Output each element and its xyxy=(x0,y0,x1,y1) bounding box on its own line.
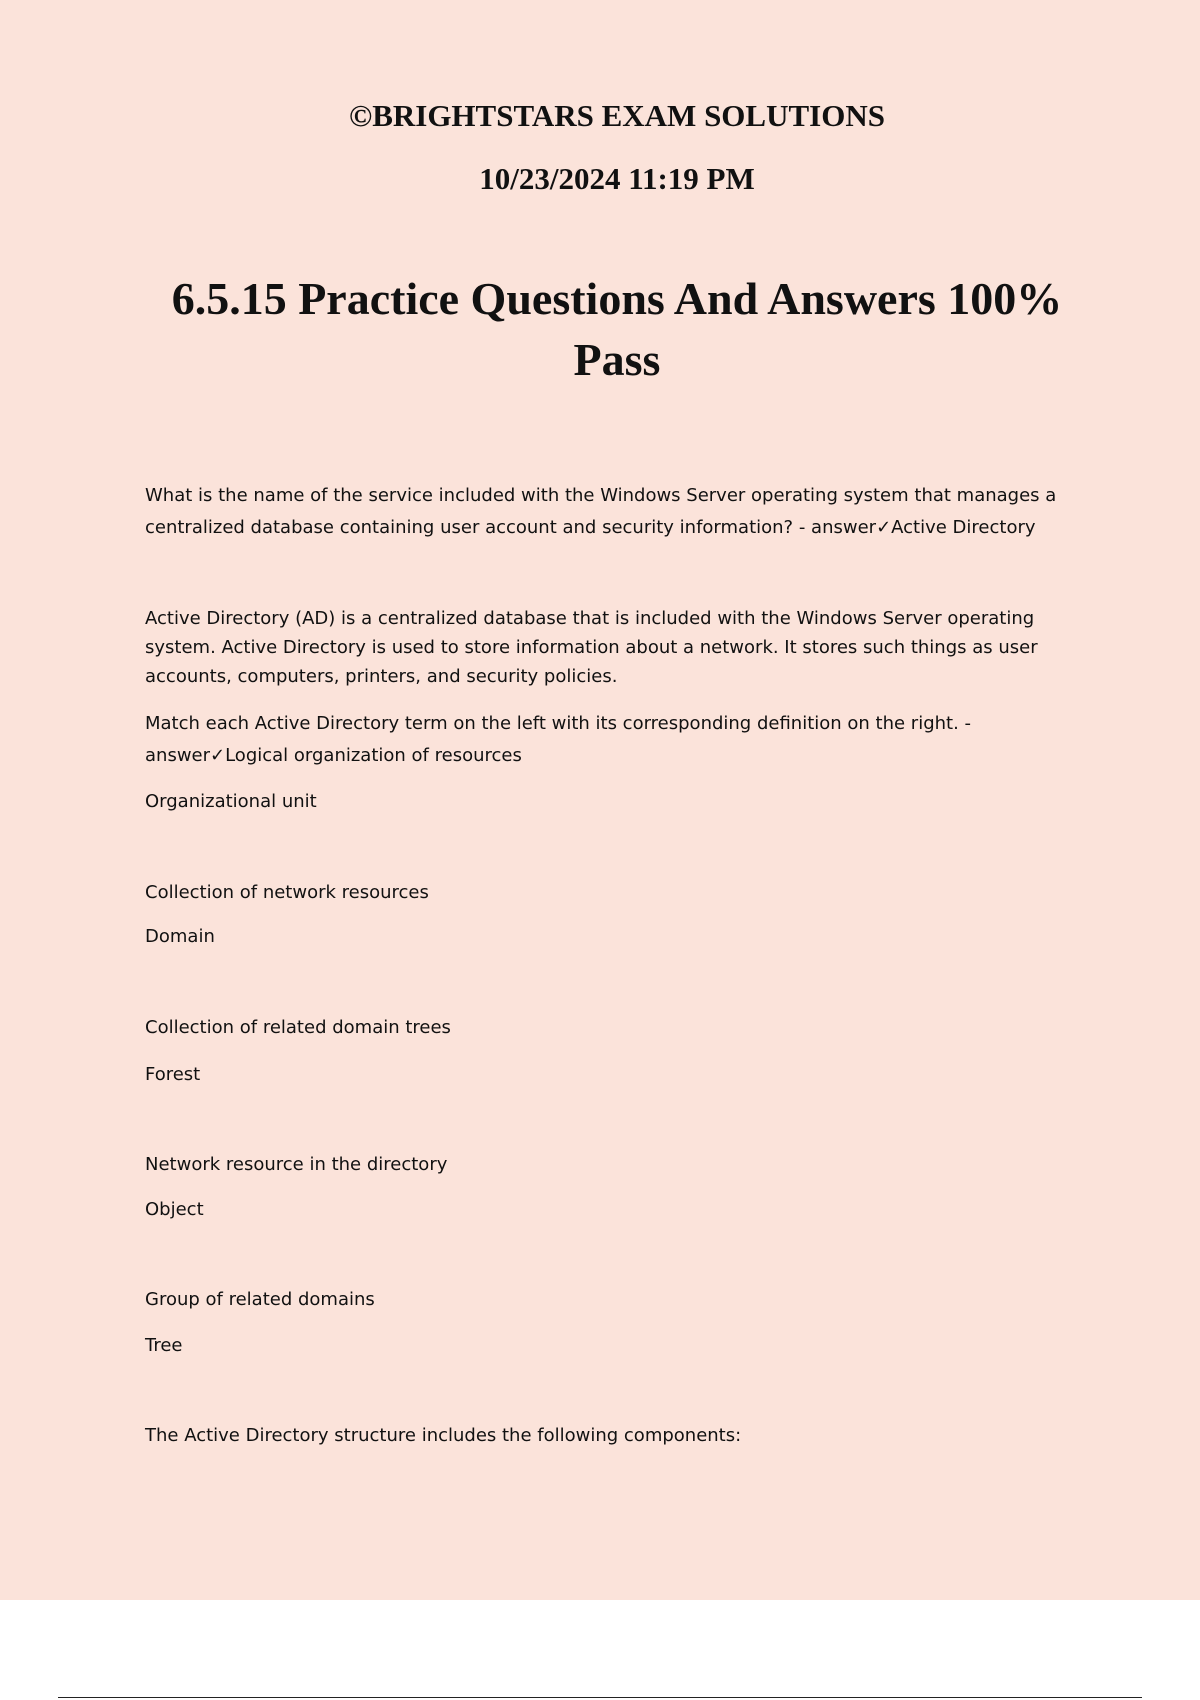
header-datetime: 10/23/2024 11:19 PM xyxy=(479,161,755,196)
list-item: Organizational unit xyxy=(145,791,317,812)
list-item: Domain xyxy=(145,926,215,947)
question-2: Match each Active Directory term on the left with its corresponding definition on the right. - answer✓Logical organization of resources xyxy=(145,713,977,766)
footer-divider xyxy=(58,1697,1142,1698)
list-item: Object xyxy=(145,1199,204,1220)
list-item: Collection of network resources xyxy=(145,882,429,903)
document-title: 6.5.15 Practice Questions And Answers 100% Pass xyxy=(171,273,1063,385)
question-1: What is the name of the service included with the Windows Server operating system that manages a centralized database containing user account and security information? - answer✓Active Directory xyxy=(145,485,1063,538)
list-item: Tree xyxy=(145,1335,183,1356)
header-organization: ©BRIGHTSTARS EXAM SOLUTIONS xyxy=(349,98,885,133)
list-item: Collection of related domain trees xyxy=(145,1017,451,1038)
document-body xyxy=(145,480,1075,1446)
list-item: Forest xyxy=(145,1064,201,1085)
list-item: The Active Directory structure includes the following components: xyxy=(145,1425,742,1446)
list-item: Group of related domains xyxy=(145,1289,375,1310)
explanation-paragraph: Active Directory (AD) is a centralized database that is included with the Windows Server operating system. Active Directory is used to store information about a network. It stores such things as user accounts, computers, printers, and security policies. xyxy=(145,608,1044,687)
list-item: Network resource in the directory xyxy=(145,1154,448,1175)
